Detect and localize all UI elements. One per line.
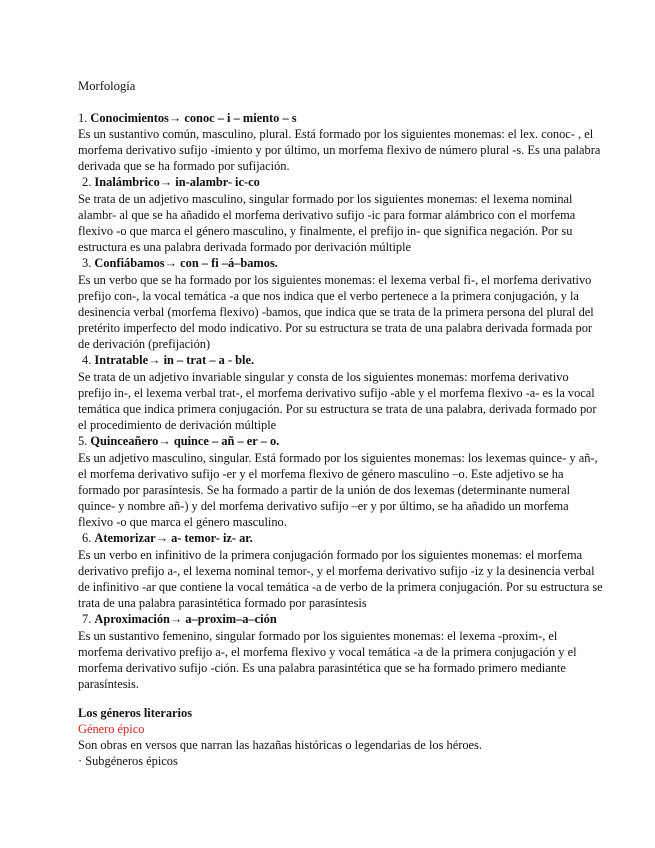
section-3-line-3: desinencia verbal (morfema flexivo) -bamos, que indica que se trata de la primera persona del plural del	[78, 305, 594, 319]
epic-subgenres-list-item: · Subgéneros épicos	[78, 754, 178, 768]
section-1-line-1: Es un sustantivo común, masculino, plural. Está formado por los siguientes monemas: el lex. conoc- , el	[78, 127, 594, 141]
section-5-line-5: flexivo -o que marca el género masculino.	[78, 515, 287, 529]
section-2-line-4: estructura es una palabra derivada formado por derivación múltiple	[78, 240, 412, 254]
section-7-line-2: morfema derivativo prefijo a-, el morfema flexivo y vocal temática -a de la primera conjugación y el	[78, 645, 577, 659]
section-number: 4.	[82, 353, 92, 367]
section-4-line-4: el procedimiento de derivación múltiple	[78, 418, 277, 432]
section-1-line-3: derivada que se ha formado por sufijación.	[78, 159, 290, 173]
section-number: 3.	[82, 256, 92, 270]
section-3-line-4: pretérito imperfecto del modo indicativo. Por su estructura se trata de una palabra derivada formada por	[78, 321, 593, 335]
section-title: Inalámbrico→ in-alambr- ic-co	[94, 175, 260, 189]
section-title: Intratable→ in – trat – a - ble.	[94, 353, 255, 367]
section-7-line-1: Es un sustantivo femenino, singular formado por los siguientes monemas: el lexema -proxim-, el	[78, 629, 558, 643]
section-7-heading	[82, 612, 277, 627]
section-1-line-2: morfema derivativo sufijo -imiento y por último, un morfema flexivo de número plural -s. Es una palabra	[78, 143, 601, 157]
section-title: Conocimientos→ conoc – i – miento – s	[90, 111, 297, 125]
section-5-line-2: el morfema derivativo sufijo -er y el morfema flexivo de género masculino –o. Este adjetivo se ha	[78, 467, 564, 481]
section-title: Quinceañero→ quince – añ – er – o.	[90, 434, 280, 448]
section-6-heading	[82, 531, 253, 546]
epic-genre-subheading: Género épico	[78, 722, 145, 736]
section-5-line-3: formado por parasíntesis. Se ha formado a partir de la unión de dos lexemas (determinante numeral	[78, 483, 571, 497]
section-3-heading	[82, 256, 278, 271]
section-2-line-1: Se trata de un adjetivo masculino, singular formado por los siguientes monemas: el lexema nominal	[78, 192, 573, 206]
document-title: Morfología	[78, 79, 136, 93]
section-7-line-3: morfema derivativo sufijo -ción. Es una palabra parasintética que se ha formado primero mediante	[78, 661, 566, 675]
section-title: Atemorizar→ a- temor- iz- ar.	[94, 531, 253, 545]
section-2-line-3: flexivo -o que marca el género masculino, y finalmente, el prefijo in- que significa negación. Por su	[78, 224, 573, 238]
section-number: 6.	[82, 531, 92, 545]
section-6-line-1: Es un verbo en infinitivo de la primera conjugación formado por los siguientes monemas: el morfema	[78, 548, 583, 562]
epic-genre-description: Son obras en versos que narran las hazañas históricas o legendarias de los héroes.	[78, 738, 482, 752]
section-7-line-4: parasíntesis.	[78, 677, 139, 691]
section-number: 2.	[82, 175, 92, 189]
section-6-line-2: derivativo prefijo a-, el lexema nominal temor-, y el morfema derivativo sufijo -iz y la desinencia verbal	[78, 564, 595, 578]
section-6-line-3: de infinitivo -ar que contiene la vocal temática -a de verbo de la primera conjugación. Por su estructura se	[78, 580, 603, 594]
section-title: Confiábamos→ con – fi –á–bamos.	[94, 256, 278, 270]
section-title: Aproximación→ a–proxim–a–ción	[94, 612, 277, 626]
section-4-heading	[82, 353, 254, 368]
section-5-line-4: quince- y nombre añ-) y del morfema derivativo sufijo –er y por último, se ha añadido un morfema	[78, 499, 569, 513]
section-6-line-4: trata de una palabra parasintética formado por parasíntesis	[78, 596, 367, 610]
section-1-heading	[78, 111, 297, 126]
section-3-line-2: prefijo con-, la vocal temática -a que nos indica que el verbo pertenece a la primera conjugación, y la	[78, 289, 579, 303]
section-3-line-1: Es un verbo que se ha formado por los siguientes monemas: el lexema verbal fi-, el morfema derivativo	[78, 273, 592, 287]
section-3-line-5: de derivación (prefijación)	[78, 337, 211, 351]
section-number: 1.	[78, 111, 88, 125]
section-2-line-2: alambr- al que se ha añadido el morfema derivativo sufijo -ic para formar alámbrico con el morfema	[78, 208, 576, 222]
section-5-line-1: Es un adjetivo masculino, singular. Está formado por los siguientes monemas: los lexemas quince- y añ-,	[78, 451, 598, 465]
section-number: 7.	[82, 612, 92, 626]
section-4-line-3: temática que indica primera conjugación. Por su estructura se trata de una palabra, derivada formado por	[78, 402, 597, 416]
section-number: 5.	[78, 434, 88, 448]
literary-genres-heading: Los géneros literarios	[78, 706, 193, 720]
section-4-line-2: prefijo in-, el lexema verbal trat-, el morfema derivativo sufijo -able y el morfema flexivo -a- es la vocal	[78, 386, 595, 400]
section-2-heading	[82, 175, 260, 190]
section-4-line-1: Se trata de un adjetivo invariable singular y consta de los siguientes monemas: morfema derivativo	[78, 370, 569, 384]
section-5-heading	[78, 434, 279, 449]
